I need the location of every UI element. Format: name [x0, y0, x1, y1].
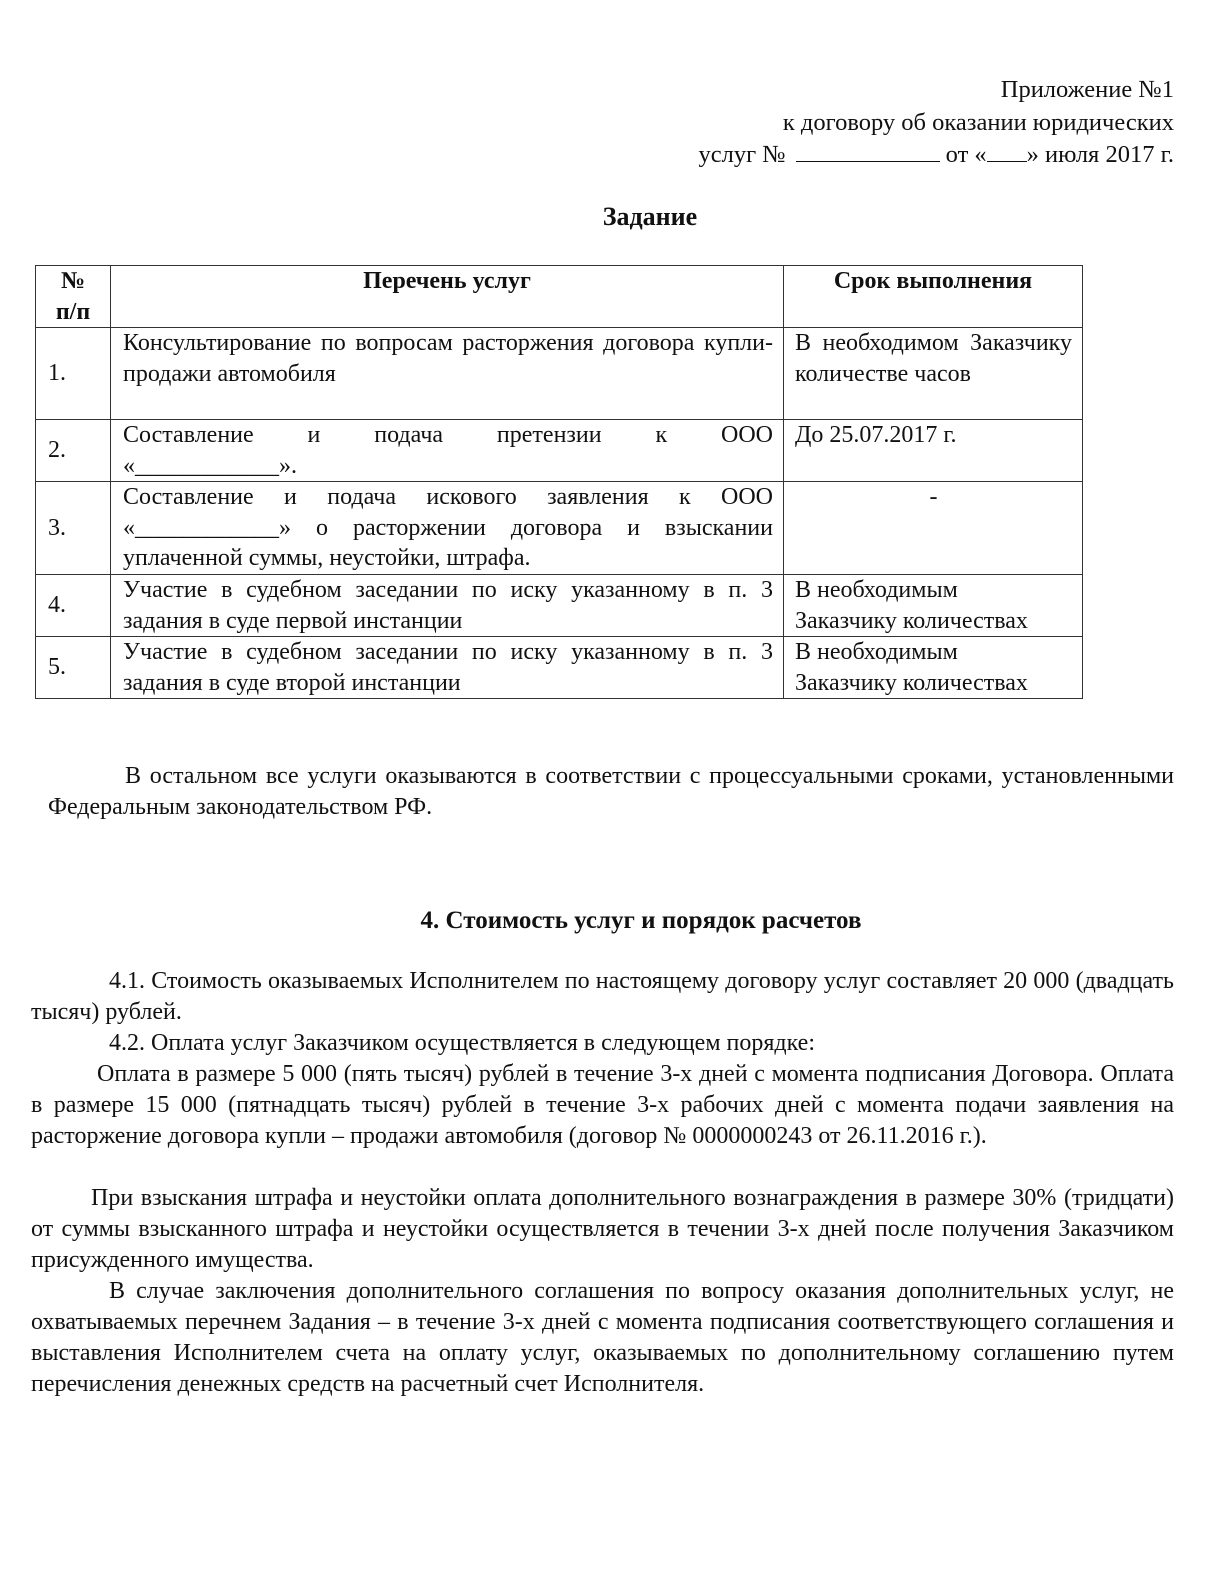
tasks-table	[35, 265, 1083, 699]
paragraph-4-2: 4.2. Оплата услуг Заказчиком осуществляется в следующем порядке:	[109, 1030, 815, 1056]
row-term: -	[784, 482, 1083, 575]
row-service-line2: «____________».	[123, 452, 297, 479]
row-term: До 25.07.2017 г.	[784, 420, 1083, 482]
paragraph-penalty-payment: При взыскания штрафа и неустойки оплата дополнительного вознаграждения в размере 30% (тридцати) от суммы взысканного штрафа и неустойки осуществляется в течении 3-х дней после получения Заказчиком присужденного имущества.	[31, 1185, 1174, 1273]
row-term-line1: В необходимым	[795, 639, 958, 665]
row-number: 1.	[36, 328, 111, 420]
paragraph-payment-schedule: Оплата в размере 5 000 (пять тысяч) рублей в течение 3-х дней с момента подписания Договора. Оплата в размере 15 000 (пятнадцать тысяч) рублей в течение 3-х рабочих дней с момента подачи заявления на расторжение договора купли – продажи автомобиля (договор № 0000000243 от 26.11.2016 г.).	[31, 1061, 1174, 1149]
row-service	[111, 420, 784, 482]
contract-reference: к договору об оказании юридических	[782, 108, 1174, 136]
table-row	[36, 420, 1083, 482]
date-month-year: » июля 2017 г.	[1026, 141, 1174, 168]
paragraph-4-1: 4.1. Стоимость оказываемых Исполнителем по настоящему договору услуг составляет 20 000 (двадцать тысяч) рублей.	[31, 968, 1174, 1025]
row-service-line1: Составление и подача претензии к ООО	[123, 422, 773, 448]
contract-number-label: услуг №	[698, 141, 786, 168]
row-service: Участие в судебном заседании по иску указанному в п. 3 задания в суде первой инстанции	[111, 575, 784, 637]
header-number-pp: п/п	[55, 298, 91, 325]
row-term-line1: В необходимым	[795, 577, 958, 603]
row-service: Составление и подача искового заявления к ООО «____________» о расторжении договора и взыскании уплаченной суммы, неустойки, штрафа.	[111, 482, 784, 575]
after-table-paragraph: В остальном все услуги оказываются в соответствии с процессуальными сроками, установленными Федеральным законодательством РФ.	[48, 763, 1174, 820]
row-term	[784, 637, 1083, 699]
date-day-blank	[987, 139, 1027, 162]
contract-number-date	[698, 139, 1174, 172]
row-term: В необходимом Заказчику количестве часов	[784, 328, 1083, 420]
paragraph-additional-services: В случае заключения дополнительного соглашения по вопросу оказания дополнительных услуг, не охватываемых перечнем Задания – в течение 3-х дней с момента подписания соответствующего соглашения и выставления Исполнителем счета на оплату услуг, оказываемых по дополнительному соглашению путем перечисления денежных средств на расчетный счет Исполнителя.	[31, 1278, 1174, 1397]
document-title: Задание	[602, 202, 698, 231]
row-number: 3.	[36, 482, 111, 575]
row-service: Участие в судебном заседании по иску указанному в п. 3 задания в суде второй инстанции	[111, 637, 784, 699]
appendix-header	[698, 74, 1174, 172]
row-term	[784, 575, 1083, 637]
row-service: Консультирование по вопросам расторжения договора купли-продажи автомобиля	[111, 328, 784, 420]
table-row	[36, 482, 1083, 575]
row-term-line2: Заказчику количествах	[795, 669, 1028, 696]
row-number: 4.	[36, 575, 111, 637]
header-services: Перечень услуг	[111, 266, 784, 328]
appendix-number: Приложение №1	[1000, 76, 1174, 103]
section-4-title: 4. Стоимость услуг и порядок расчетов	[420, 907, 862, 934]
table-row	[36, 575, 1083, 637]
row-term-line2: Заказчику количествах	[795, 607, 1028, 634]
contract-number-blank	[796, 139, 940, 162]
header-term: Срок выполнения	[784, 266, 1083, 328]
table-header-row	[36, 266, 1083, 328]
row-number: 2.	[36, 420, 111, 482]
header-number-sign: №	[60, 268, 86, 294]
header-number	[36, 266, 111, 328]
table-row	[36, 637, 1083, 699]
row-number: 5.	[36, 637, 111, 699]
date-label: от «	[945, 141, 987, 168]
table-row	[36, 328, 1083, 420]
